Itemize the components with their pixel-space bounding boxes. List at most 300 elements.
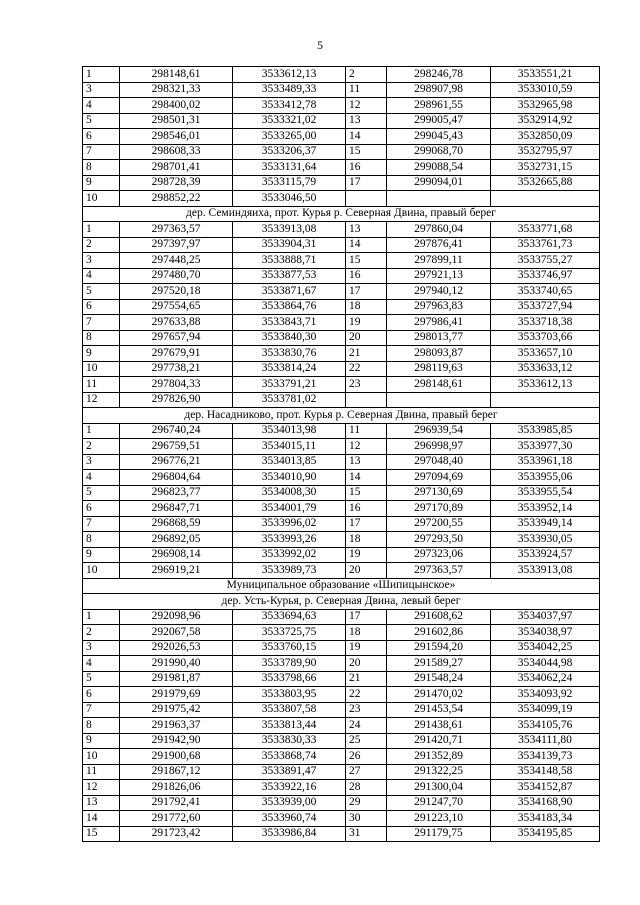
table-row bbox=[83, 656, 600, 672]
x-coordinate-cell: 291247,70 bbox=[387, 795, 491, 811]
point-number-cell: 6 bbox=[83, 129, 120, 145]
point-number-cell: 16 bbox=[346, 501, 387, 517]
table-row bbox=[83, 392, 600, 408]
table-row bbox=[83, 346, 600, 362]
y-coordinate-cell: 3533996,02 bbox=[233, 516, 346, 532]
y-coordinate-cell: 3533977,30 bbox=[491, 439, 600, 455]
point-number-cell: 14 bbox=[346, 470, 387, 486]
x-coordinate-cell: 291772,60 bbox=[120, 811, 233, 827]
table-row bbox=[83, 625, 600, 641]
point-number-cell: 17 bbox=[346, 609, 387, 625]
point-number-cell: 12 bbox=[346, 98, 387, 114]
point-number-cell: 2 bbox=[83, 625, 120, 641]
x-coordinate-cell: 296776,21 bbox=[120, 454, 233, 470]
x-coordinate-cell: 298148,61 bbox=[387, 377, 491, 393]
y-coordinate-cell: 3533952,14 bbox=[491, 501, 600, 517]
y-coordinate-cell: 3533840,30 bbox=[233, 330, 346, 346]
y-coordinate-cell: 3533657,10 bbox=[491, 346, 600, 362]
table-row bbox=[83, 377, 600, 393]
point-number-cell: 7 bbox=[83, 516, 120, 532]
y-coordinate-cell: 3532665,88 bbox=[491, 175, 600, 191]
section-header: дер. Усть-Курья, р. Северная Двина, левый берег bbox=[83, 594, 600, 610]
y-coordinate-cell: 3533725,75 bbox=[233, 625, 346, 641]
table-row bbox=[83, 423, 600, 439]
point-number-cell: 10 bbox=[83, 749, 120, 765]
table-row bbox=[83, 609, 600, 625]
y-coordinate-cell: 3533612,13 bbox=[491, 377, 600, 393]
point-number-cell: 11 bbox=[83, 377, 120, 393]
x-coordinate-cell: 299005,47 bbox=[387, 113, 491, 129]
x-coordinate-cell: 291792,41 bbox=[120, 795, 233, 811]
x-coordinate-cell: 299088,54 bbox=[387, 160, 491, 176]
table-row bbox=[83, 516, 600, 532]
point-number-cell: 8 bbox=[83, 160, 120, 176]
x-coordinate-cell: 296892,05 bbox=[120, 532, 233, 548]
point-number-cell: 9 bbox=[83, 733, 120, 749]
x-coordinate-cell: 297200,55 bbox=[387, 516, 491, 532]
point-number-cell: 23 bbox=[346, 377, 387, 393]
point-number-cell: 13 bbox=[346, 454, 387, 470]
x-coordinate-cell: 298961,55 bbox=[387, 98, 491, 114]
point-number-cell: 15 bbox=[83, 826, 120, 842]
x-coordinate-cell: 299045,43 bbox=[387, 129, 491, 145]
point-number-cell: 2 bbox=[83, 237, 120, 253]
table-row bbox=[83, 67, 600, 83]
x-coordinate-cell: 296939,54 bbox=[387, 423, 491, 439]
section-header-row bbox=[83, 594, 600, 610]
x-coordinate-cell: 297363,57 bbox=[120, 222, 233, 238]
x-coordinate-cell: 291826,06 bbox=[120, 780, 233, 796]
point-number-cell: 11 bbox=[346, 82, 387, 98]
x-coordinate-cell: 291420,71 bbox=[387, 733, 491, 749]
y-coordinate-cell: 3533813,44 bbox=[233, 718, 346, 734]
x-coordinate-cell: 298148,61 bbox=[120, 67, 233, 83]
table-row bbox=[83, 113, 600, 129]
x-coordinate-cell: 299094,01 bbox=[387, 175, 491, 191]
point-number-cell: 19 bbox=[346, 315, 387, 331]
x-coordinate-cell: 291942,90 bbox=[120, 733, 233, 749]
point-number-cell: 13 bbox=[346, 222, 387, 238]
x-coordinate-cell bbox=[387, 392, 491, 408]
y-coordinate-cell: 3533868,74 bbox=[233, 749, 346, 765]
y-coordinate-cell: 3532731,15 bbox=[491, 160, 600, 176]
point-number-cell: 25 bbox=[346, 733, 387, 749]
x-coordinate-cell: 291322,25 bbox=[387, 764, 491, 780]
point-number-cell: 17 bbox=[346, 284, 387, 300]
point-number-cell: 11 bbox=[83, 764, 120, 780]
x-coordinate-cell: 298907,98 bbox=[387, 82, 491, 98]
table-row bbox=[83, 811, 600, 827]
point-number-cell: 15 bbox=[346, 144, 387, 160]
x-coordinate-cell: 297804,33 bbox=[120, 377, 233, 393]
x-coordinate-cell: 297130,69 bbox=[387, 485, 491, 501]
point-number-cell: 12 bbox=[83, 392, 120, 408]
section-header: дер. Семиндяиха, прот. Курья р. Северная Двина, правый берег bbox=[83, 206, 600, 222]
x-coordinate-cell bbox=[387, 191, 491, 207]
y-coordinate-cell: 3533922,16 bbox=[233, 780, 346, 796]
x-coordinate-cell: 291990,40 bbox=[120, 656, 233, 672]
point-number-cell: 21 bbox=[346, 671, 387, 687]
x-coordinate-cell: 297986,41 bbox=[387, 315, 491, 331]
x-coordinate-cell: 297363,57 bbox=[387, 563, 491, 579]
y-coordinate-cell: 3533843,71 bbox=[233, 315, 346, 331]
y-coordinate-cell: 3533960,74 bbox=[233, 811, 346, 827]
point-number-cell: 4 bbox=[83, 268, 120, 284]
section-header-row bbox=[83, 206, 600, 222]
point-number-cell: 1 bbox=[83, 423, 120, 439]
table-row bbox=[83, 144, 600, 160]
point-number-cell: 21 bbox=[346, 346, 387, 362]
y-coordinate-cell: 3534015,11 bbox=[233, 439, 346, 455]
table-row bbox=[83, 485, 600, 501]
y-coordinate-cell: 3533904,31 bbox=[233, 237, 346, 253]
point-number-cell: 16 bbox=[346, 160, 387, 176]
x-coordinate-cell: 297448,25 bbox=[120, 253, 233, 269]
point-number-cell: 27 bbox=[346, 764, 387, 780]
y-coordinate-cell: 3534105,76 bbox=[491, 718, 600, 734]
y-coordinate-cell: 3533412,78 bbox=[233, 98, 346, 114]
x-coordinate-cell: 298119,63 bbox=[387, 361, 491, 377]
table-row bbox=[83, 749, 600, 765]
point-number-cell: 13 bbox=[83, 795, 120, 811]
y-coordinate-cell: 3534044,98 bbox=[491, 656, 600, 672]
y-coordinate-cell: 3533877,53 bbox=[233, 268, 346, 284]
x-coordinate-cell: 297633,88 bbox=[120, 315, 233, 331]
x-coordinate-cell: 299068,70 bbox=[387, 144, 491, 160]
x-coordinate-cell: 291453,54 bbox=[387, 702, 491, 718]
y-coordinate-cell: 3533010,59 bbox=[491, 82, 600, 98]
table-row bbox=[83, 82, 600, 98]
y-coordinate-cell: 3533961,18 bbox=[491, 454, 600, 470]
point-number-cell: 9 bbox=[83, 346, 120, 362]
x-coordinate-cell: 296998,97 bbox=[387, 439, 491, 455]
coordinates-table bbox=[82, 66, 600, 842]
y-coordinate-cell: 3533718,38 bbox=[491, 315, 600, 331]
x-coordinate-cell: 298701,41 bbox=[120, 160, 233, 176]
page-number: 5 bbox=[317, 38, 323, 52]
point-number-cell: 4 bbox=[83, 470, 120, 486]
table-row bbox=[83, 98, 600, 114]
point-number-cell: 19 bbox=[346, 640, 387, 656]
point-number-cell: 8 bbox=[83, 718, 120, 734]
y-coordinate-cell: 3534062,24 bbox=[491, 671, 600, 687]
y-coordinate-cell: 3534093,92 bbox=[491, 687, 600, 703]
table-row bbox=[83, 795, 600, 811]
point-number-cell: 22 bbox=[346, 687, 387, 703]
point-number-cell: 24 bbox=[346, 718, 387, 734]
point-number-cell: 6 bbox=[83, 687, 120, 703]
table-row bbox=[83, 129, 600, 145]
y-coordinate-cell: 3533993,26 bbox=[233, 532, 346, 548]
y-coordinate-cell: 3533612,13 bbox=[233, 67, 346, 83]
x-coordinate-cell: 296908,14 bbox=[120, 547, 233, 563]
y-coordinate-cell: 3533871,67 bbox=[233, 284, 346, 300]
point-number-cell: 12 bbox=[346, 439, 387, 455]
x-coordinate-cell: 297170,89 bbox=[387, 501, 491, 517]
x-coordinate-cell: 291963,37 bbox=[120, 718, 233, 734]
point-number-cell: 7 bbox=[83, 315, 120, 331]
y-coordinate-cell: 3533830,33 bbox=[233, 733, 346, 749]
table-row bbox=[83, 237, 600, 253]
y-coordinate-cell: 3534168,90 bbox=[491, 795, 600, 811]
point-number-cell: 31 bbox=[346, 826, 387, 842]
x-coordinate-cell: 291900,68 bbox=[120, 749, 233, 765]
y-coordinate-cell bbox=[491, 392, 600, 408]
x-coordinate-cell: 297048,40 bbox=[387, 454, 491, 470]
x-coordinate-cell: 296740,24 bbox=[120, 423, 233, 439]
x-coordinate-cell: 291179,75 bbox=[387, 826, 491, 842]
x-coordinate-cell: 291594,20 bbox=[387, 640, 491, 656]
table-row bbox=[83, 160, 600, 176]
x-coordinate-cell: 291979,69 bbox=[120, 687, 233, 703]
y-coordinate-cell: 3533955,06 bbox=[491, 470, 600, 486]
x-coordinate-cell: 298546,01 bbox=[120, 129, 233, 145]
x-coordinate-cell: 291723,42 bbox=[120, 826, 233, 842]
table-row bbox=[83, 563, 600, 579]
point-number-cell bbox=[346, 392, 387, 408]
point-number-cell: 29 bbox=[346, 795, 387, 811]
x-coordinate-cell: 297323,06 bbox=[387, 547, 491, 563]
y-coordinate-cell: 3533727,94 bbox=[491, 299, 600, 315]
point-number-cell: 22 bbox=[346, 361, 387, 377]
y-coordinate-cell: 3532914,92 bbox=[491, 113, 600, 129]
y-coordinate-cell: 3532965,98 bbox=[491, 98, 600, 114]
y-coordinate-cell: 3533771,68 bbox=[491, 222, 600, 238]
point-number-cell: 3 bbox=[83, 82, 120, 98]
x-coordinate-cell: 291602,86 bbox=[387, 625, 491, 641]
point-number-cell: 10 bbox=[83, 191, 120, 207]
y-coordinate-cell: 3534042,25 bbox=[491, 640, 600, 656]
section-header-row bbox=[83, 408, 600, 424]
x-coordinate-cell: 297860,04 bbox=[387, 222, 491, 238]
table-row bbox=[83, 733, 600, 749]
table-row bbox=[83, 191, 600, 207]
x-coordinate-cell: 297679,91 bbox=[120, 346, 233, 362]
x-coordinate-cell: 297094,69 bbox=[387, 470, 491, 486]
point-number-cell: 18 bbox=[346, 625, 387, 641]
y-coordinate-cell: 3533888,71 bbox=[233, 253, 346, 269]
x-coordinate-cell: 297520,18 bbox=[120, 284, 233, 300]
point-number-cell: 30 bbox=[346, 811, 387, 827]
x-coordinate-cell: 298608,33 bbox=[120, 144, 233, 160]
x-coordinate-cell: 297826,90 bbox=[120, 392, 233, 408]
x-coordinate-cell: 291300,04 bbox=[387, 780, 491, 796]
point-number-cell: 7 bbox=[83, 144, 120, 160]
point-number-cell: 2 bbox=[346, 67, 387, 83]
table-row bbox=[83, 361, 600, 377]
y-coordinate-cell: 3533760,15 bbox=[233, 640, 346, 656]
y-coordinate-cell: 3533992,02 bbox=[233, 547, 346, 563]
point-number-cell: 2 bbox=[83, 439, 120, 455]
table-row bbox=[83, 547, 600, 563]
y-coordinate-cell bbox=[491, 191, 600, 207]
point-number-cell bbox=[346, 191, 387, 207]
y-coordinate-cell: 3533803,95 bbox=[233, 687, 346, 703]
point-number-cell: 14 bbox=[346, 129, 387, 145]
x-coordinate-cell: 291975,42 bbox=[120, 702, 233, 718]
y-coordinate-cell: 3533761,73 bbox=[491, 237, 600, 253]
point-number-cell: 5 bbox=[83, 671, 120, 687]
x-coordinate-cell: 291867,12 bbox=[120, 764, 233, 780]
y-coordinate-cell: 3532795,97 bbox=[491, 144, 600, 160]
point-number-cell: 5 bbox=[83, 113, 120, 129]
table-row bbox=[83, 501, 600, 517]
y-coordinate-cell: 3532850,09 bbox=[491, 129, 600, 145]
point-number-cell: 23 bbox=[346, 702, 387, 718]
x-coordinate-cell: 298093,87 bbox=[387, 346, 491, 362]
y-coordinate-cell: 3533265,00 bbox=[233, 129, 346, 145]
y-coordinate-cell: 3534139,73 bbox=[491, 749, 600, 765]
point-number-cell: 9 bbox=[83, 547, 120, 563]
y-coordinate-cell: 3533807,58 bbox=[233, 702, 346, 718]
y-coordinate-cell: 3533321,02 bbox=[233, 113, 346, 129]
y-coordinate-cell: 3534099,19 bbox=[491, 702, 600, 718]
x-coordinate-cell: 291470,02 bbox=[387, 687, 491, 703]
point-number-cell: 17 bbox=[346, 516, 387, 532]
point-number-cell: 13 bbox=[346, 113, 387, 129]
x-coordinate-cell: 298501,31 bbox=[120, 113, 233, 129]
y-coordinate-cell: 3533791,21 bbox=[233, 377, 346, 393]
y-coordinate-cell: 3533949,14 bbox=[491, 516, 600, 532]
x-coordinate-cell: 291548,24 bbox=[387, 671, 491, 687]
y-coordinate-cell: 3534013,85 bbox=[233, 454, 346, 470]
x-coordinate-cell: 296804,64 bbox=[120, 470, 233, 486]
y-coordinate-cell: 3533740,65 bbox=[491, 284, 600, 300]
y-coordinate-cell: 3533913,08 bbox=[491, 563, 600, 579]
x-coordinate-cell: 297899,11 bbox=[387, 253, 491, 269]
table-row bbox=[83, 454, 600, 470]
x-coordinate-cell: 298013,77 bbox=[387, 330, 491, 346]
point-number-cell: 3 bbox=[83, 640, 120, 656]
y-coordinate-cell: 3533955,54 bbox=[491, 485, 600, 501]
point-number-cell: 26 bbox=[346, 749, 387, 765]
table-row bbox=[83, 315, 600, 331]
y-coordinate-cell: 3533864,76 bbox=[233, 299, 346, 315]
point-number-cell: 15 bbox=[346, 253, 387, 269]
point-number-cell: 8 bbox=[83, 532, 120, 548]
y-coordinate-cell: 3534111,80 bbox=[491, 733, 600, 749]
y-coordinate-cell: 3534038,97 bbox=[491, 625, 600, 641]
table-row bbox=[83, 671, 600, 687]
point-number-cell: 4 bbox=[83, 98, 120, 114]
table-row bbox=[83, 532, 600, 548]
x-coordinate-cell: 297397,97 bbox=[120, 237, 233, 253]
x-coordinate-cell: 296847,71 bbox=[120, 501, 233, 517]
y-coordinate-cell: 3534152,87 bbox=[491, 780, 600, 796]
x-coordinate-cell: 297554,65 bbox=[120, 299, 233, 315]
y-coordinate-cell: 3533489,33 bbox=[233, 82, 346, 98]
y-coordinate-cell: 3534001,79 bbox=[233, 501, 346, 517]
y-coordinate-cell: 3534195,85 bbox=[491, 826, 600, 842]
y-coordinate-cell: 3533789,90 bbox=[233, 656, 346, 672]
table-row bbox=[83, 439, 600, 455]
section-header: Муниципальное образование «Шипицынское» bbox=[83, 578, 600, 594]
point-number-cell: 1 bbox=[83, 222, 120, 238]
y-coordinate-cell: 3534013,98 bbox=[233, 423, 346, 439]
table-row bbox=[83, 470, 600, 486]
point-number-cell: 19 bbox=[346, 547, 387, 563]
y-coordinate-cell: 3533551,21 bbox=[491, 67, 600, 83]
x-coordinate-cell: 296919,21 bbox=[120, 563, 233, 579]
table-row bbox=[83, 640, 600, 656]
table-row bbox=[83, 330, 600, 346]
y-coordinate-cell: 3533115,79 bbox=[233, 175, 346, 191]
x-coordinate-cell: 298400,02 bbox=[120, 98, 233, 114]
point-number-cell: 12 bbox=[83, 780, 120, 796]
y-coordinate-cell: 3533746,97 bbox=[491, 268, 600, 284]
y-coordinate-cell: 3533694,63 bbox=[233, 609, 346, 625]
point-number-cell: 20 bbox=[346, 330, 387, 346]
x-coordinate-cell: 292098,96 bbox=[120, 609, 233, 625]
x-coordinate-cell: 292026,53 bbox=[120, 640, 233, 656]
point-number-cell: 15 bbox=[346, 485, 387, 501]
x-coordinate-cell: 296759,51 bbox=[120, 439, 233, 455]
y-coordinate-cell: 3533781,02 bbox=[233, 392, 346, 408]
x-coordinate-cell: 292067,58 bbox=[120, 625, 233, 641]
x-coordinate-cell: 298246,78 bbox=[387, 67, 491, 83]
point-number-cell: 20 bbox=[346, 656, 387, 672]
y-coordinate-cell: 3533798,66 bbox=[233, 671, 346, 687]
point-number-cell: 3 bbox=[83, 253, 120, 269]
x-coordinate-cell: 291352,89 bbox=[387, 749, 491, 765]
table-row bbox=[83, 299, 600, 315]
x-coordinate-cell: 297738,21 bbox=[120, 361, 233, 377]
table-row bbox=[83, 175, 600, 191]
y-coordinate-cell: 3533703,66 bbox=[491, 330, 600, 346]
x-coordinate-cell: 296823,77 bbox=[120, 485, 233, 501]
point-number-cell: 10 bbox=[83, 563, 120, 579]
x-coordinate-cell: 298728,39 bbox=[120, 175, 233, 191]
table-row bbox=[83, 826, 600, 842]
x-coordinate-cell: 291608,62 bbox=[387, 609, 491, 625]
section-header: дер. Насадниково, прот. Курья р. Северная Двина, правый берег bbox=[83, 408, 600, 424]
x-coordinate-cell: 297940,12 bbox=[387, 284, 491, 300]
point-number-cell: 17 bbox=[346, 175, 387, 191]
y-coordinate-cell: 3533985,85 bbox=[491, 423, 600, 439]
point-number-cell: 8 bbox=[83, 330, 120, 346]
table-row bbox=[83, 687, 600, 703]
y-coordinate-cell: 3534010,90 bbox=[233, 470, 346, 486]
point-number-cell: 14 bbox=[346, 237, 387, 253]
y-coordinate-cell: 3533989,73 bbox=[233, 563, 346, 579]
y-coordinate-cell: 3533930,05 bbox=[491, 532, 600, 548]
table-row bbox=[83, 222, 600, 238]
x-coordinate-cell: 297480,70 bbox=[120, 268, 233, 284]
point-number-cell: 1 bbox=[83, 609, 120, 625]
x-coordinate-cell: 291438,61 bbox=[387, 718, 491, 734]
point-number-cell: 4 bbox=[83, 656, 120, 672]
x-coordinate-cell: 298852,22 bbox=[120, 191, 233, 207]
x-coordinate-cell: 296868,59 bbox=[120, 516, 233, 532]
point-number-cell: 3 bbox=[83, 454, 120, 470]
x-coordinate-cell: 297876,41 bbox=[387, 237, 491, 253]
point-number-cell: 1 bbox=[83, 67, 120, 83]
table-row bbox=[83, 702, 600, 718]
y-coordinate-cell: 3533830,76 bbox=[233, 346, 346, 362]
table-row bbox=[83, 284, 600, 300]
y-coordinate-cell: 3533913,08 bbox=[233, 222, 346, 238]
x-coordinate-cell: 291223,10 bbox=[387, 811, 491, 827]
y-coordinate-cell: 3533046,50 bbox=[233, 191, 346, 207]
y-coordinate-cell: 3533814,24 bbox=[233, 361, 346, 377]
table-row bbox=[83, 253, 600, 269]
point-number-cell: 18 bbox=[346, 532, 387, 548]
x-coordinate-cell: 297921,13 bbox=[387, 268, 491, 284]
x-coordinate-cell: 297963,83 bbox=[387, 299, 491, 315]
y-coordinate-cell: 3533206,37 bbox=[233, 144, 346, 160]
x-coordinate-cell: 291981,87 bbox=[120, 671, 233, 687]
point-number-cell: 11 bbox=[346, 423, 387, 439]
